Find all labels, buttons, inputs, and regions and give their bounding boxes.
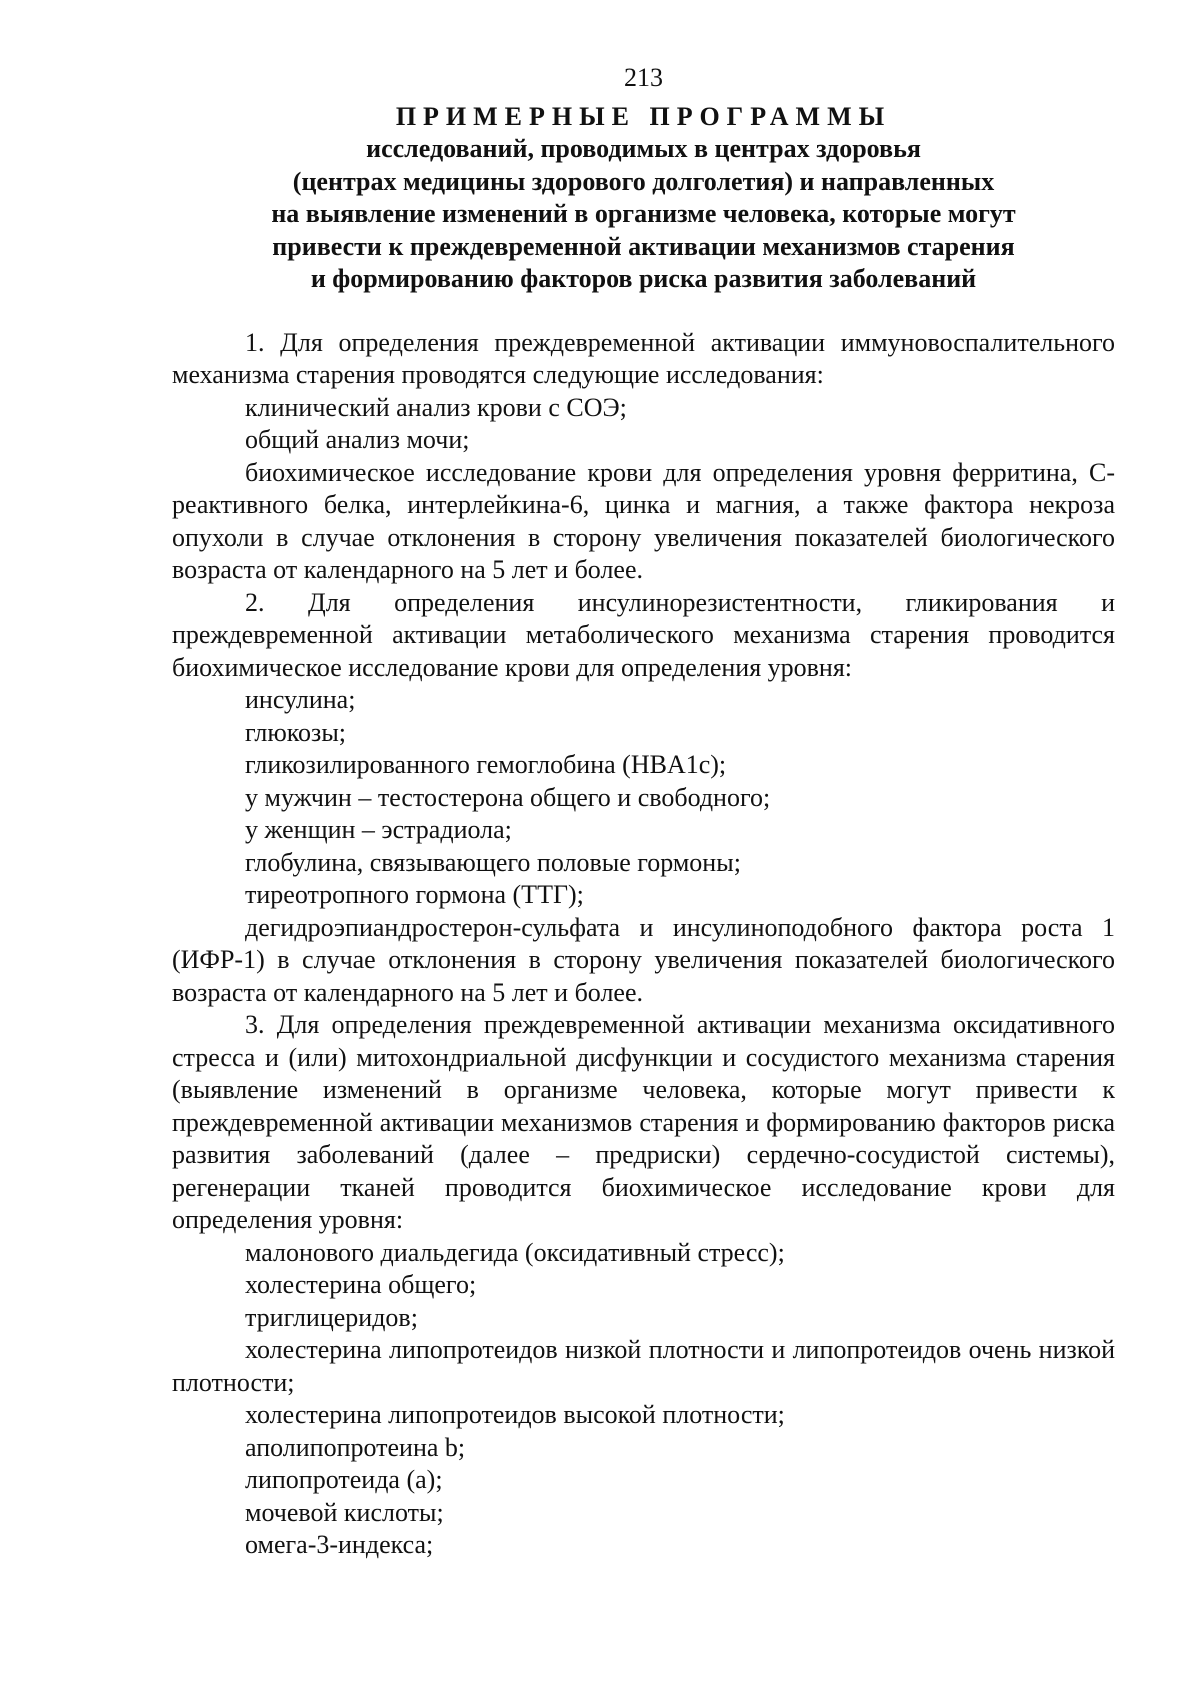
title-line: (центрах медицины здорового долголетия) и направленных: [292, 166, 995, 196]
section-1-intro: 1. Для определения преждевременной активации иммуновоспалительного механизма старения проводятся следующие исследования:: [172, 327, 1115, 389]
section-3-item: малонового диальдегида (оксидативный стресс);: [245, 1237, 785, 1267]
section-3-item: аполипопротеина b;: [245, 1432, 466, 1462]
section-2-item: глюкозы;: [245, 717, 347, 747]
page-number: 213: [624, 63, 663, 92]
section-2-item: гликозилированного гемоглобина (HBA1c);: [245, 750, 727, 779]
section-2-item: у мужчин – тестостерона общего и свободного;: [245, 782, 771, 812]
section-2-item: глобулина, связывающего половые гормоны;: [245, 847, 741, 877]
section-3-item: триглицеридов;: [245, 1302, 418, 1332]
document-body: [172, 327, 1115, 1562]
section-3-item: холестерина общего;: [245, 1270, 477, 1299]
document-title: [172, 100, 1115, 296]
section-3-item: холестерина липопротеидов высокой плотности;: [245, 1400, 785, 1429]
section-1-item: биохимическое исследование крови для определения уровня ферритина, С-реактивного белка, интерлейкина-6, цинка и магния, а также фактора некроза опухоли в случае отклонения в сторону увеличения показателей биологического возраста от календарного на 5 лет и более.: [172, 457, 1115, 584]
title-line: исследований, проводимых в центрах здоровья: [366, 134, 921, 163]
title-line: привести к преждевременной активации механизмов старения: [272, 231, 1015, 261]
title-line: и формированию факторов риска развития заболеваний: [310, 264, 977, 293]
section-1-item: клинический анализ крови с СОЭ;: [245, 392, 627, 422]
title-line: на выявление изменений в организме человека, которые могут: [271, 199, 1016, 228]
section-3-item: мочевой кислоты;: [245, 1497, 444, 1527]
section-3-item: холестерина липопротеидов низкой плотности и липопротеидов очень низкой плотности;: [172, 1335, 1115, 1397]
title-main: ПРИМЕРНЫЕ ПРОГРАММЫ: [395, 102, 892, 131]
section-1-item: общий анализ мочи;: [245, 425, 470, 454]
section-2-item: тиреотропного гормона (ТТГ);: [245, 880, 584, 909]
section-2-item: инсулина;: [245, 685, 356, 714]
section-2-item: у женщин – эстрадиола;: [245, 815, 512, 844]
section-3-item: липопротеида (а);: [245, 1465, 443, 1494]
section-2-item: дегидроэпиандростерон-сульфата и инсулиноподобного фактора роста 1 (ИФР-1) в случае отклонения в сторону увеличения показателей биологического возраста от календарного на 5 лет и более.: [172, 912, 1115, 1007]
section-3-item: омега-3-индекса;: [245, 1530, 434, 1559]
section-3-intro: 3. Для определения преждевременной активации механизма оксидативного стресса и (или) митохондриальной дисфункции и сосудистого механизма старения (выявление изменений в организме человека, которые могут привести к преждевременной активации механизмов старения и формированию факторов риска развития заболеваний (далее – предриски) сердечно-сосудистой системы), регенерации тканей проводится биохимическое исследование крови для определения уровня:: [172, 1010, 1115, 1234]
section-2-intro: 2. Для определения инсулинорезистентности, гликирования и преждевременной активации метаболического механизма старения проводится биохимическое исследование крови для определения уровня:: [172, 587, 1115, 682]
